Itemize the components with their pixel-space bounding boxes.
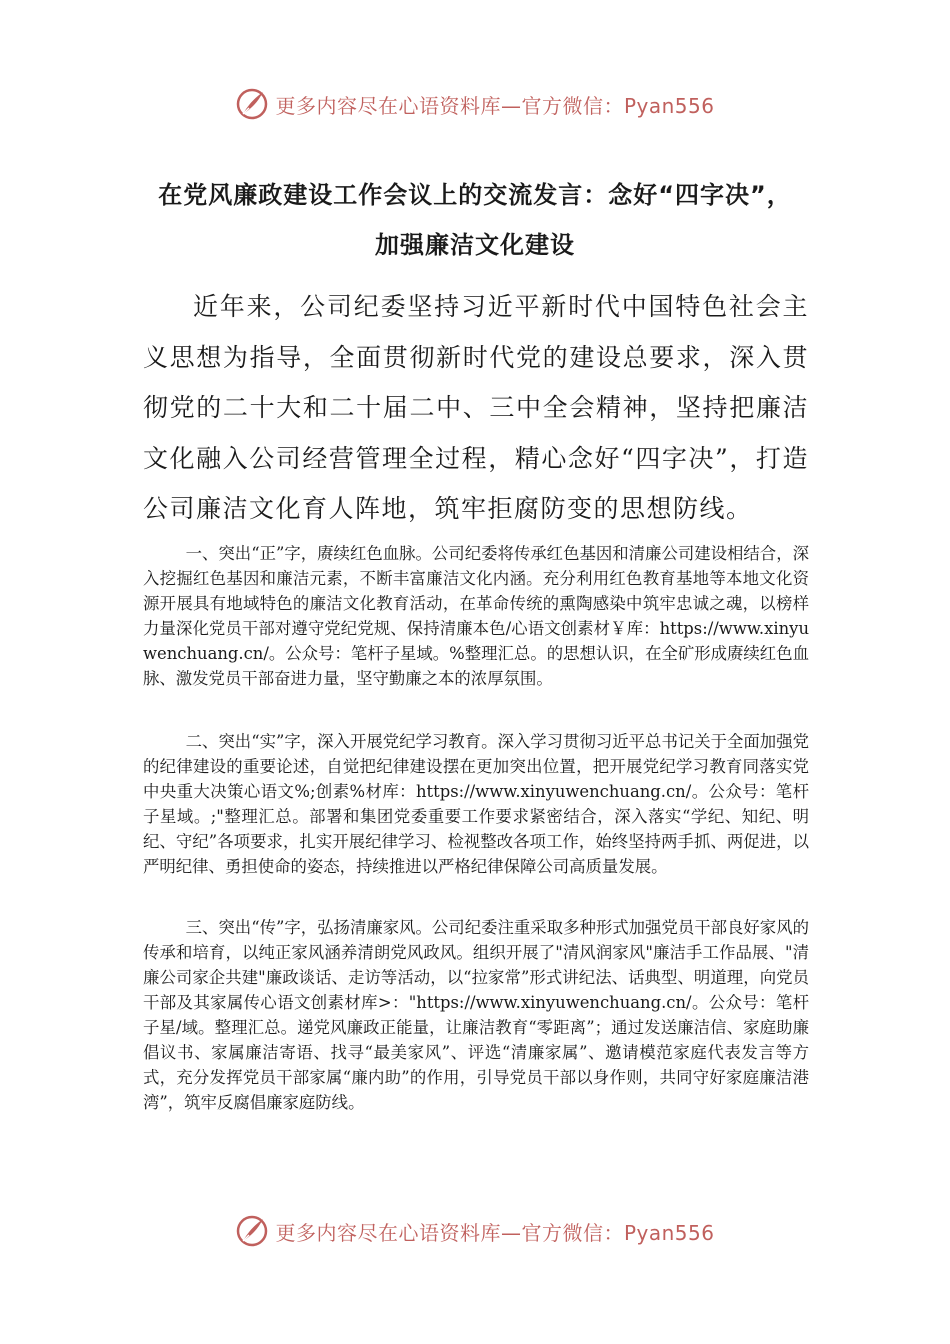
section-paragraph-2: 二、突出“实”字，深入开展党纪学习教育。深入学习贯彻习近平总书记关于全面加强党的纪律建设的重要论述，自觉把纪律建设摆在更加突出位置，把开展党纪学习教育同落实党中央重大决策心语文%;创素%材库：https://www.xinyuwenchuang.cn/。公众号：笔杆子星域。;"整理汇总。部署和集团党委重要工作要求紧密结合，深入落实“学纪、知纪、明纪、守纪”各项要求，扎实开展纪律学习、检视整改各项工作，始终坚持两手抓、两促进，以严明纪律、勇担使命的姿态，持续推进以严格纪律保障公司高质量发展。 [143, 732, 809, 876]
intro-paragraph: 近年来，公司纪委坚持习近平新时代中国特色社会主义思想为指导，全面贯彻新时代党的建设总要求，深入贯彻党的二十大和二十届二中、三中全会精神，坚持把廉洁文化融入公司经营管理全过程，精心念好“四字决”，打造公司廉洁文化育人阵地，筑牢拒腐防变的思想防线。 [143, 292, 809, 523]
banner-text: 更多内容尽在心语资料库—官方微信：Pyan556 [275, 1220, 715, 1245]
quill-pen-icon [235, 1214, 269, 1248]
footer-banner [0, 1211, 950, 1251]
banner-text: 更多内容尽在心语资料库—官方微信：Pyan556 [275, 93, 715, 118]
section-paragraph-3: 三、突出“传”字，弘扬清廉家风。公司纪委注重采取多种形式加强党员干部良好家风的传承和培育，以纯正家风涵养清朗党风政风。组织开展了"清风润家风"廉洁手工作品展、"清廉公司家企共建"廉政谈话、走访等活动，以“拉家常”形式讲纪法、话典型、明道理，向党员干部及其家属传心语文创素材库>："https://www.xinyuwenchuang.cn/。公众号：笔杆子星/域。整理汇总。递党风廉政正能量，让廉洁教育“零距离”；通过发送廉洁信、家庭助廉倡议书、家属廉洁寄语、找寻“最美家风”、评选“清廉家属”、邀请模范家庭代表发言等方式，充分发挥党员干部家属“廉内助”的作用，引导党员干部以身作则，共同守好家庭廉洁港湾”，筑牢反腐倡廉家庭防线。 [143, 918, 809, 1112]
header-banner [0, 84, 950, 124]
document-title-line-2: 加强廉洁文化建设 [375, 231, 575, 259]
section-paragraph-1: 一、突出“正”字，赓续红色血脉。公司纪委将传承红色基因和清廉公司建设相结合，深入挖掘红色基因和廉洁元素，不断丰富廉洁文化内涵。充分利用红色教育基地等本地文化资源开展具有地域特色的廉洁文化教育活动，在革命传统的熏陶感染中筑牢忠诚之魂，以榜样力量深化党员干部对遵守党纪党规、保持清廉本色/心语文创素材￥库：https://www.xinyuwenchuang.cn/。公众号：笔杆子星域。%整理汇总。的思想认识，在全矿形成赓续红色血脉、激发党员干部奋进力量，坚守勤廉之本的浓厚氛围。 [143, 544, 809, 688]
quill-pen-icon [235, 87, 269, 121]
document-title-line-1: 在党风廉政建设工作会议上的交流发言：念好“四字决”， [158, 181, 792, 209]
